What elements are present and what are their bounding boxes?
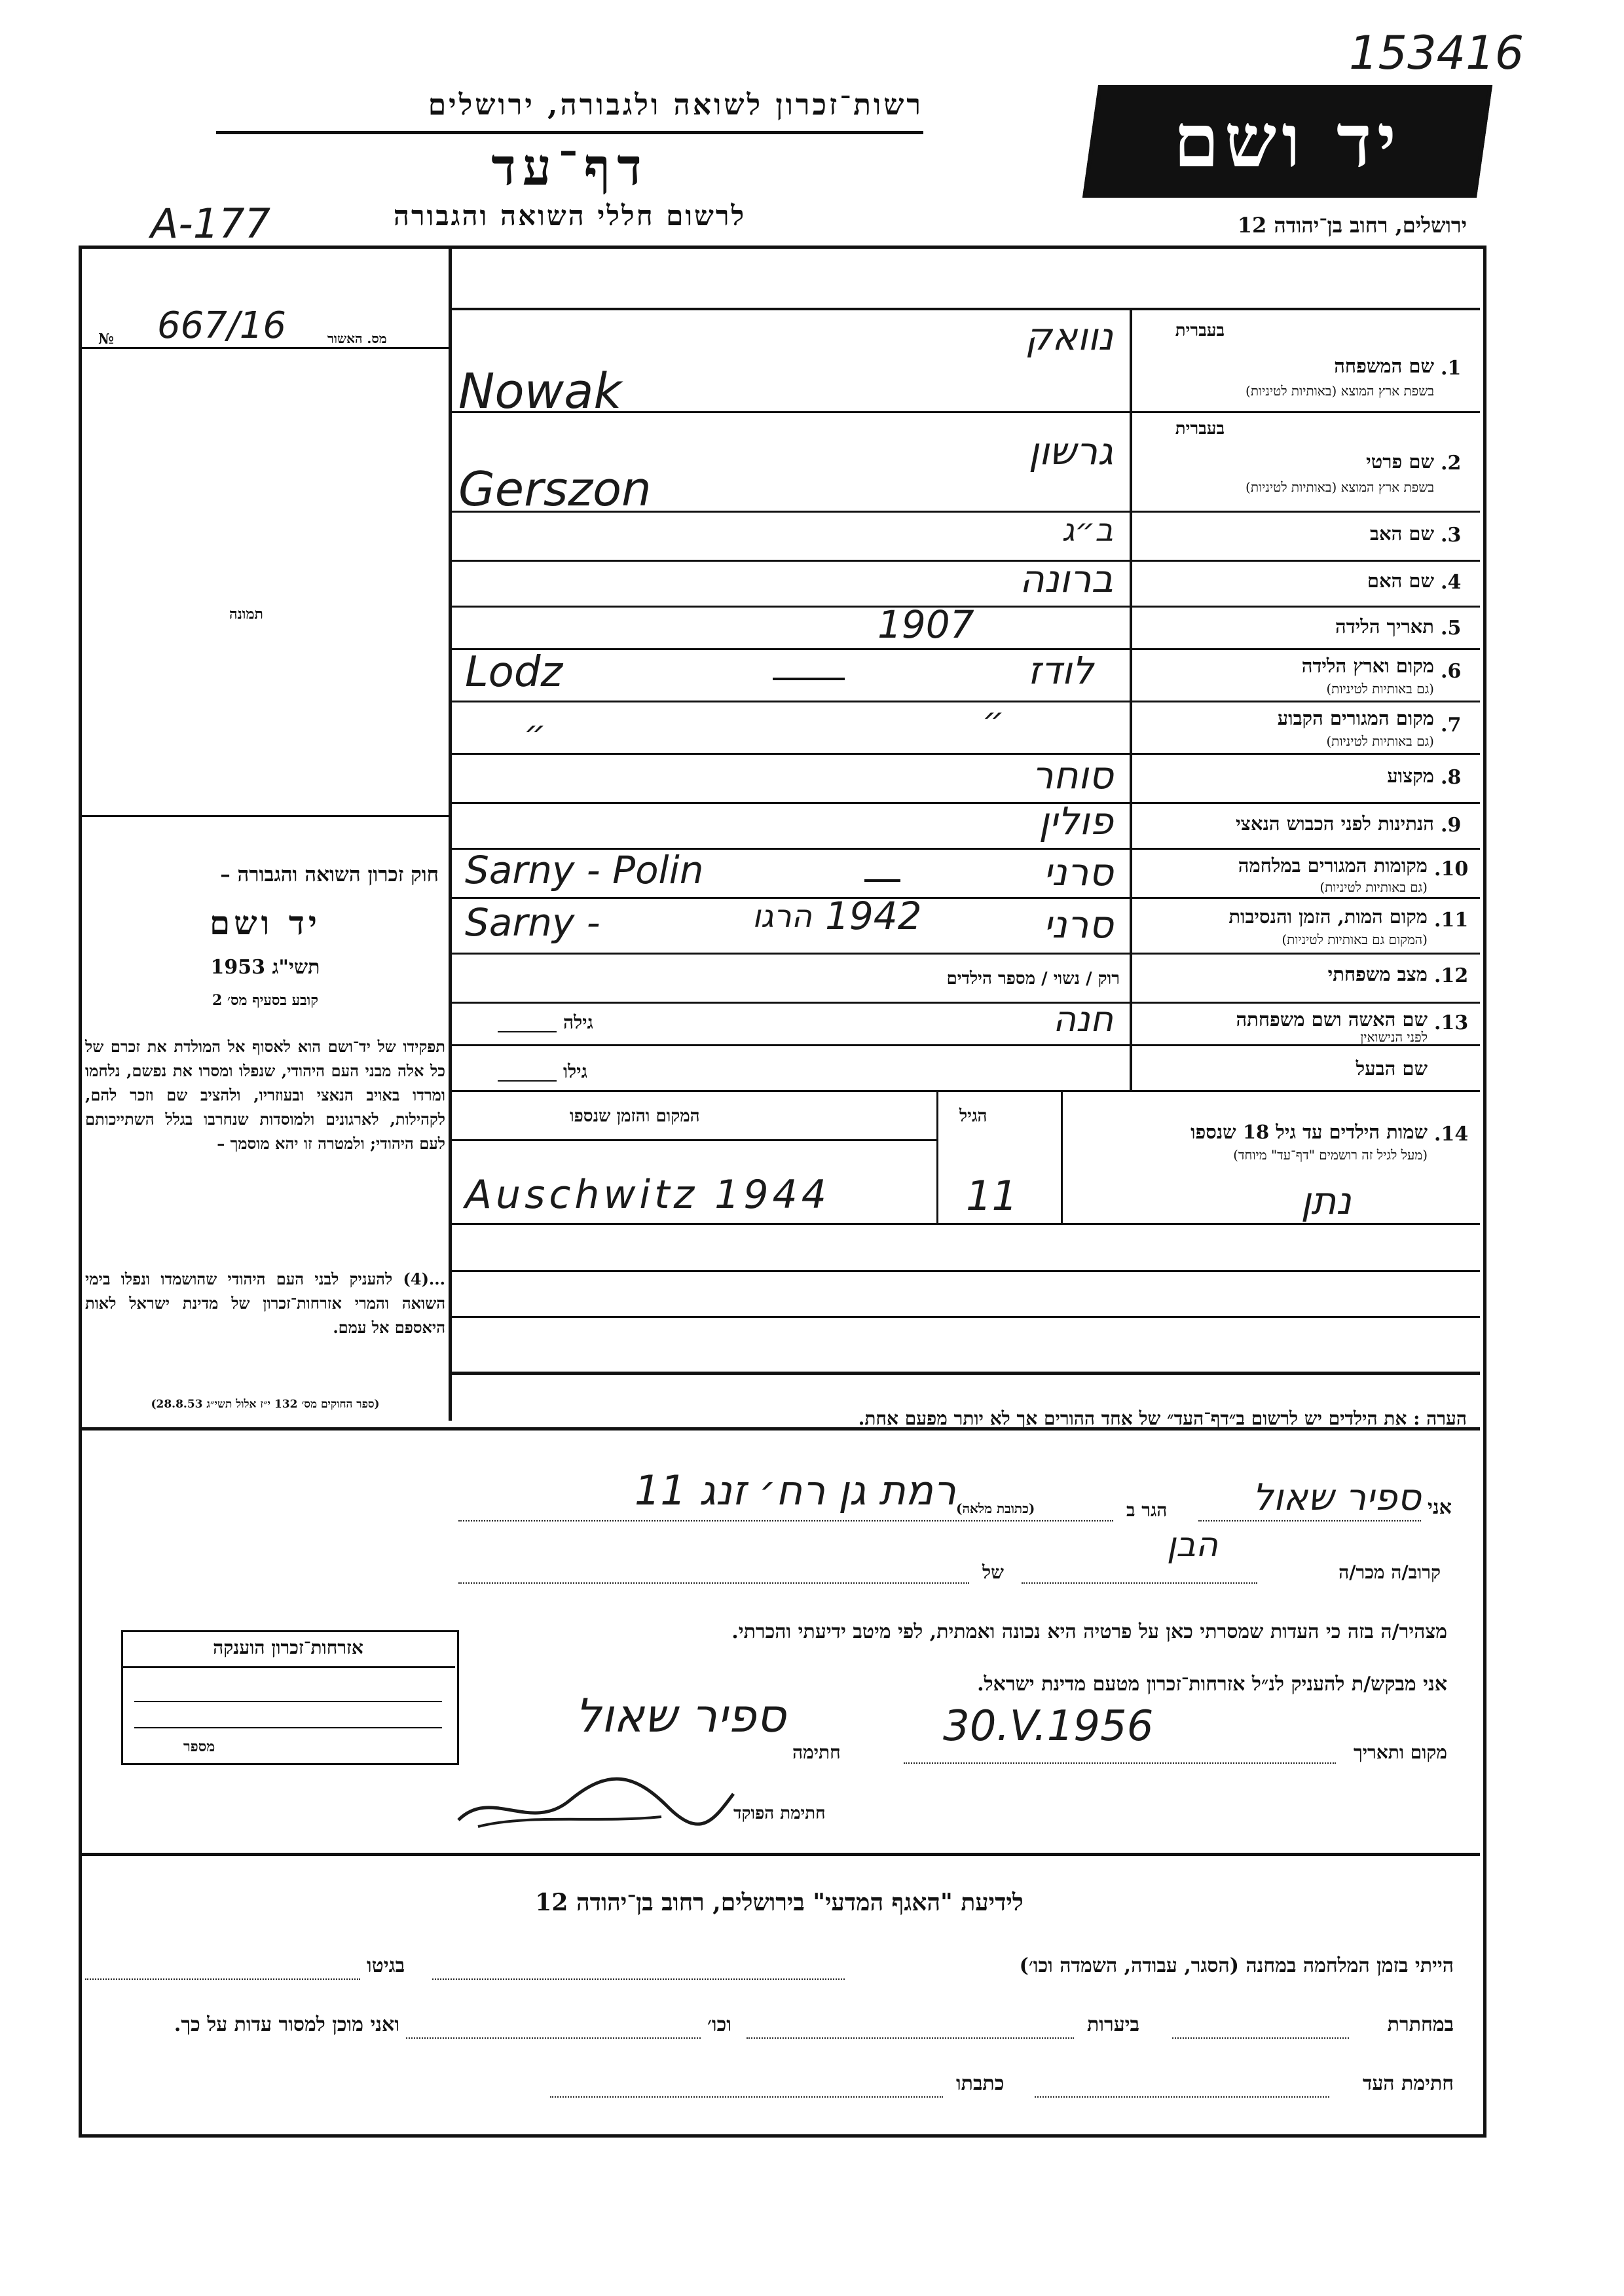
hebrew-label-1: בעברית (1175, 321, 1225, 340)
bottom-row1-b: בגיטו (367, 1954, 405, 1977)
f11-sub: (המקום גם באותיות לטיניות) (1282, 932, 1428, 947)
authority-line: רשות־זכרון לשואה ולגבורה, ירושלים (428, 88, 923, 122)
f5-label: תאריך הלידה (1335, 615, 1434, 638)
f10-latin-value: Sarny - Polin (465, 848, 704, 892)
f11-latin-value: Sarny - (465, 900, 600, 945)
f9-value: פולין (1039, 799, 1113, 843)
f11-hebrew-value: סרני (1043, 902, 1113, 947)
f10-hebrew-value: סרני (1043, 850, 1113, 894)
f3-label: שם האב (1369, 522, 1434, 545)
law-name: יד ושם (210, 903, 321, 942)
officer-signature (452, 1761, 740, 1840)
bottom-row2-b: ביערות (1087, 2013, 1140, 2036)
hebrew-label-2: בעברית (1175, 419, 1225, 439)
decl-name: ספיר שאול (1252, 1476, 1421, 1519)
f6-sub: (גם באותיות לטיניות) (1326, 681, 1434, 697)
num-14: .14 (1434, 1123, 1469, 1146)
f2-label: שם פרטי (1366, 450, 1434, 473)
f11-hebrew-value-2: הרגו (752, 898, 812, 935)
num-13: .13 (1434, 1011, 1469, 1034)
f6-latin-value: Lodz (465, 648, 563, 697)
decl-date: 30.V.1956 (943, 1702, 1154, 1751)
logo-text: יד ושם (1173, 98, 1402, 184)
child-age: 11 (966, 1172, 1018, 1220)
num-1: .1 (1441, 357, 1462, 380)
remark: הערה : את הילדים יש לרשום ב״דף־העד״ של אחד ההורים אך לא יותר מפעם אחת. (858, 1408, 1467, 1429)
bottom-row2-a: במחתרת (1387, 2013, 1454, 2036)
decl-relation: הבן (1166, 1525, 1218, 1565)
num-6: .6 (1441, 660, 1462, 683)
f12-options: רוק / נשוי / מספר הילדים (946, 969, 1120, 989)
col-age: הגיל (959, 1106, 987, 1126)
law-text-2: ...(4) להעניק לבני העם היהודי שהושמדו ונפלו בימי השואה והמרי אזרחות־זכרון של מדינת ישראל לאות היאספם אל עמם. (85, 1269, 445, 1337)
f1-hebrew-value: נוואק (1025, 314, 1113, 359)
f6-label: מקום וארץ הלידה (1301, 655, 1434, 677)
child-place: Auschwitz 1944 (465, 1172, 830, 1218)
f13-sub: לפני הנישואין (1360, 1029, 1428, 1045)
decl-resides: הגר ב (1126, 1499, 1168, 1521)
header-address: ירושלים, רחוב בן־יהודה 12 (1237, 213, 1467, 238)
col-place: המקום והזמן שנספו (570, 1106, 700, 1126)
f1-label: שם המשפחה (1334, 355, 1434, 377)
photo-label: תמונה (229, 606, 263, 623)
num-3: .3 (1441, 524, 1462, 547)
age-m-label: גילו (563, 1061, 587, 1082)
f2-sub: בשפת ארץ המוצא (באותיות לטיניות) (1246, 479, 1434, 495)
decl-ani: אני (1428, 1496, 1452, 1519)
f11-year: 1942 (825, 894, 922, 938)
f13-value: חנה (1052, 998, 1113, 1040)
decl-relative: קרוב/ה מכר/ה (1338, 1561, 1441, 1583)
f4-label: שם האם (1367, 570, 1434, 592)
no-label: № (98, 331, 114, 348)
logo (1082, 85, 1492, 198)
law-section: קובע בסעיף מס׳ 2 (212, 992, 319, 1009)
citizenship-number: מספר (183, 1738, 215, 1755)
f9-label: הנתינות לפני הכבוש הנאצי (1236, 812, 1434, 835)
num-9: .9 (1441, 814, 1462, 837)
decl-officer-label: חתימת הפוקד (733, 1804, 826, 1823)
approval-label: מס. האשור (327, 331, 387, 346)
form-subtitle: לרשום חללי השואה והגבורה (393, 200, 747, 232)
child-name: נתן (1301, 1178, 1352, 1223)
f2-hebrew-value: גרשון (1028, 429, 1113, 473)
f7-sub: (גם באותיות לטיניות) (1326, 733, 1434, 749)
decl-request: אני מבקש/ת להעניק לנ״ל אזרחות־זכרון מטעם מדינת ישראל. (977, 1673, 1447, 1696)
citizenship-title: אזרחות־זכרון הוענקה (213, 1637, 363, 1658)
decl-address-hint: (כתובת מלאה) (956, 1501, 1035, 1516)
f14-label: שמות הילדים עד גיל 18 שנספו (1190, 1121, 1428, 1143)
document-number: 153416 (1349, 26, 1524, 80)
f6-hebrew-value: לודז (1027, 648, 1094, 693)
law-ref: (ספר החוקים מס׳ 132 י״ז אלול תשי״ג 28.8.53) (151, 1398, 380, 1411)
f13-label: שם האשה ושם משפחתה (1236, 1008, 1428, 1030)
decl-address: רמת גן רח׳ זנג 11 (634, 1467, 956, 1514)
form-title: דף־עד (491, 137, 648, 197)
f7-label: מקום המגורים הקבוע (1277, 707, 1434, 729)
husband-label: שם הבעל (1356, 1057, 1428, 1080)
f3-value: ב״ג (1061, 512, 1113, 549)
bottom-row2-c: וכו׳ (707, 2013, 731, 2036)
f8-value: סוחר (1031, 753, 1113, 797)
num-2: .2 (1441, 452, 1462, 475)
num-11: .11 (1434, 909, 1469, 932)
age-f-label: גילה (563, 1011, 593, 1033)
f1-sub: בשפת ארץ המוצא (באותיות לטיניות) (1246, 383, 1434, 399)
num-5: .5 (1441, 617, 1462, 640)
bottom-row1-a: הייתי בזמן המלחמה במחנה (הסגר, עבודה, השמדה וכו׳) (1019, 1954, 1454, 1977)
num-12: .12 (1434, 964, 1469, 987)
f10-label: מקומות המגורים במלחמה (1238, 854, 1428, 877)
bottom-row3-b: כתבתו (956, 2072, 1005, 2095)
f12-label: מצב משפחתי (1327, 963, 1428, 985)
f2-latin-value: Gerszon (458, 462, 652, 517)
f14-sub: (מעל לגיל זה רושמים "דף־עד" מיוחד) (1233, 1147, 1428, 1163)
bottom-row2-d: ואני מוכן למסור עדות על כך. (174, 2013, 399, 2036)
f7-value-ditto-1: ״ (524, 714, 546, 753)
archive-ref: A-177 (151, 200, 271, 247)
f1-latin-value: Nowak (458, 363, 622, 420)
f7-value-ditto-2: ״ (982, 701, 1005, 740)
law-text: תפקידו של יד־ושם הוא לאסוף אל המולדת את זכרם של כל אלה מבני העם היהודי, שנפלו ומסרו את נפשם, נלחמו ומרדו באויב הנאצי ובעוזריו, ולהציב שם וזכר להם, לקהילות, לארגונים ולמוסדות שנחרבו בגלל השתייכותם לעם היהודי; ולמטרה זו יהא מוסמך – (85, 1037, 445, 1153)
bottom-row3-a: חתימת העד (1362, 2072, 1454, 2095)
f10-sub: (גם באותיות לטיניות) (1320, 879, 1428, 895)
num-8: .8 (1441, 766, 1462, 789)
f8-label: מקצוע (1387, 765, 1434, 787)
decl-statement: מצהיר/ה בזה כי העדות שמסרתי כאן על פרטיה היא נכונה ואמתית, לפי מיטב ידיעתי והכרתי. (731, 1620, 1447, 1643)
num-7: .7 (1441, 714, 1462, 737)
decl-place-date: מקום ותאריך (1353, 1741, 1447, 1763)
decl-signature: ספיר שאול (575, 1689, 786, 1743)
law-year: תשי"ג 1953 (210, 956, 320, 979)
num-4: .4 (1441, 571, 1462, 594)
law-title: חוק זכרון השואה והגבורה – (220, 863, 439, 886)
f4-value: ברונה (1019, 556, 1113, 601)
bottom-title: לידיעת "האגף המדעי" בירושלים, רחוב בן־יהודה 12 (535, 1889, 1024, 1916)
decl-of: של (982, 1561, 1004, 1583)
f11-label: מקום המות, הזמן והנסיבות (1228, 905, 1428, 928)
decl-signature-label: חתימה (792, 1741, 841, 1763)
approval-value: 667/16 (157, 304, 287, 347)
num-10: .10 (1434, 858, 1469, 881)
f5-value: 1907 (877, 602, 974, 647)
